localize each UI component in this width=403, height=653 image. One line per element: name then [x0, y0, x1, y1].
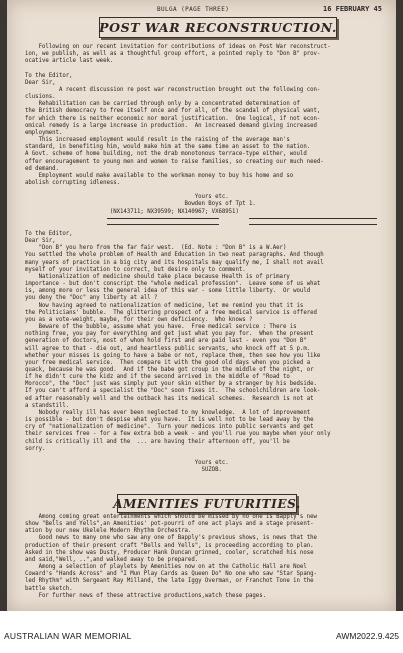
section-title-post-war: POST WAR RECONSTRUCTION. — [99, 20, 337, 35]
section-title-box-amenities — [113, 494, 301, 513]
document-page — [7, 0, 396, 611]
separator-right — [249, 218, 377, 225]
archive-footer — [0, 611, 403, 653]
article-amenities: Among coming great entertainments which should be missed by no one is Bapply's new show "Bells and Yells",an Amenities' pot-pourri of one act plays and a stage present- ation by our new Ukelele Modern Rhythm Orchestra. Good news to many one who saw any one of Bapply's previous shows, is news that the production of their present craft "Bells and Yells", is proceeding according to plan. Asked in the show was Dusty, Producer Hank Duncan grinned, cooler, scratched his nose and said,"Well, ..",and walked away to be prepared. Among a selection of playlets by Amenities now on at the Catholic Hall are Noel Coward's "Hands Across" and "I Mun Play Cards as Queen Do" No one who saw "Star Spang- led Rhythm" with Sergeant Ray Milland, the late Iggy Overman, or Franchot Tone in the battle sketch. For further news of these attractive productions,watch these pages. — [25, 514, 317, 599]
article-post-war-letter-two: To the Editor, Dear Sir, "Don B" you hero from the far fair west. (Ed. Note : "Don B" is a W.Aer) You settled the whole problem of Health and Education in two neat paragraphs. And though many years of practice in a big city and its hospitals may qualify me, I shall not avail myself of your invitation to correct, but desire only to comment. Nationalization of medicine should take place because Health is of primary importance - but don't conscript the "whole medical profession". Leave some of us what is, among more or less the general idea of this war - some little liberty. Or would you deny the "Doc" any liberty at all ? Now having agreed to nationalization of medicine, let me remind you that it is the Politicians' bubble. The glittering prospect of a free medical service is offered you as a vote-weight, maybe, for their own deficiency. Who knows ? Beware of the bubble, assume what you have. Free medical service : There is nothing free, you pay for everything and get just what you pay for. When the present generation of doctors, most of whom hold first and are paid last - even you "Don B" will agree to that - die out, and heartless public servants, who knock off at 5 p.m. whether your misses is going to have a babe or not, replace them, then see how you like your free medical service. Then compare it with the good old days when you picked a quack, because he was good. And if the babe got croup in the middle of the night, or if he didn't cure the kidz and if the second arrived in the middle of "Road to Morocco", the "Doc" just was simply put your skin either by a stranger by his bedside. If you can't afford a specialist the "Doc" soon fixes it. The schoolchildren are look- ed after reasonably well and the outback has its medical schemes. Research is not at a standstill. Nobody really ill has ever been neglected to my knowledge. A lot of improvement is possible - but don't despise what you have. It is well not to be lead away by the cry of "nationalization of medicine". Turn your medicos into public servants and get their services free - for a few extra bob a week - and you'll rue you maybe when your only child is critically ill and the ... are having their afternoon off, you'll be sorry. Yours etc. SUZOB. — [25, 231, 331, 474]
footer-accession-number: AWM2022.9.425 — [336, 631, 399, 641]
section-title-box-post-war — [99, 17, 337, 38]
section-title-amenities: AMENITIES FUTURITIES. — [113, 496, 301, 511]
page-header-date: 16 FEBRUARY 45 — [322, 5, 382, 13]
page-header-title: BULGA (PAGE THREE) — [157, 6, 230, 13]
separator-left — [107, 218, 219, 225]
article-post-war-letter-one: Following on our recent invitation for contributions of ideas on Post War reconstruct- ion, we publish, as well as a thoughtful group effort, a pointed reply to "Don B" prov- ocative article last week. To the Editor, Dear Sir, A recent discussion re post war reconstruction brought out the following con- clusions. Rehabilitation can be carried through only by a concentrated determination of the British democracy to free itself once and for all, of the scandal of physical want, for which there is neither economic nor moral justification. One logical, if not econ- omical remedy is a large increase in production. An increased demand giving increased employment. This increased employment would result in the raising of the average man's standard, in benefiting him, would make him at the same time an asset to the nation. A Govt. scheme of home building, not the drab monotonous terrace-type either, would offer encouragement to young men and women to raise families, so creating our much need- ed demand. Employment would make available to the workman money to buy his home and so abolish corrupting idleness. Yours etc. Bowden Boys of Tpt 1. (NX143711; NX39599; NX140967; VX68951) — [25, 44, 331, 215]
footer-institution: AUSTRALIAN WAR MEMORIAL — [4, 631, 132, 641]
page-header — [7, 4, 396, 16]
